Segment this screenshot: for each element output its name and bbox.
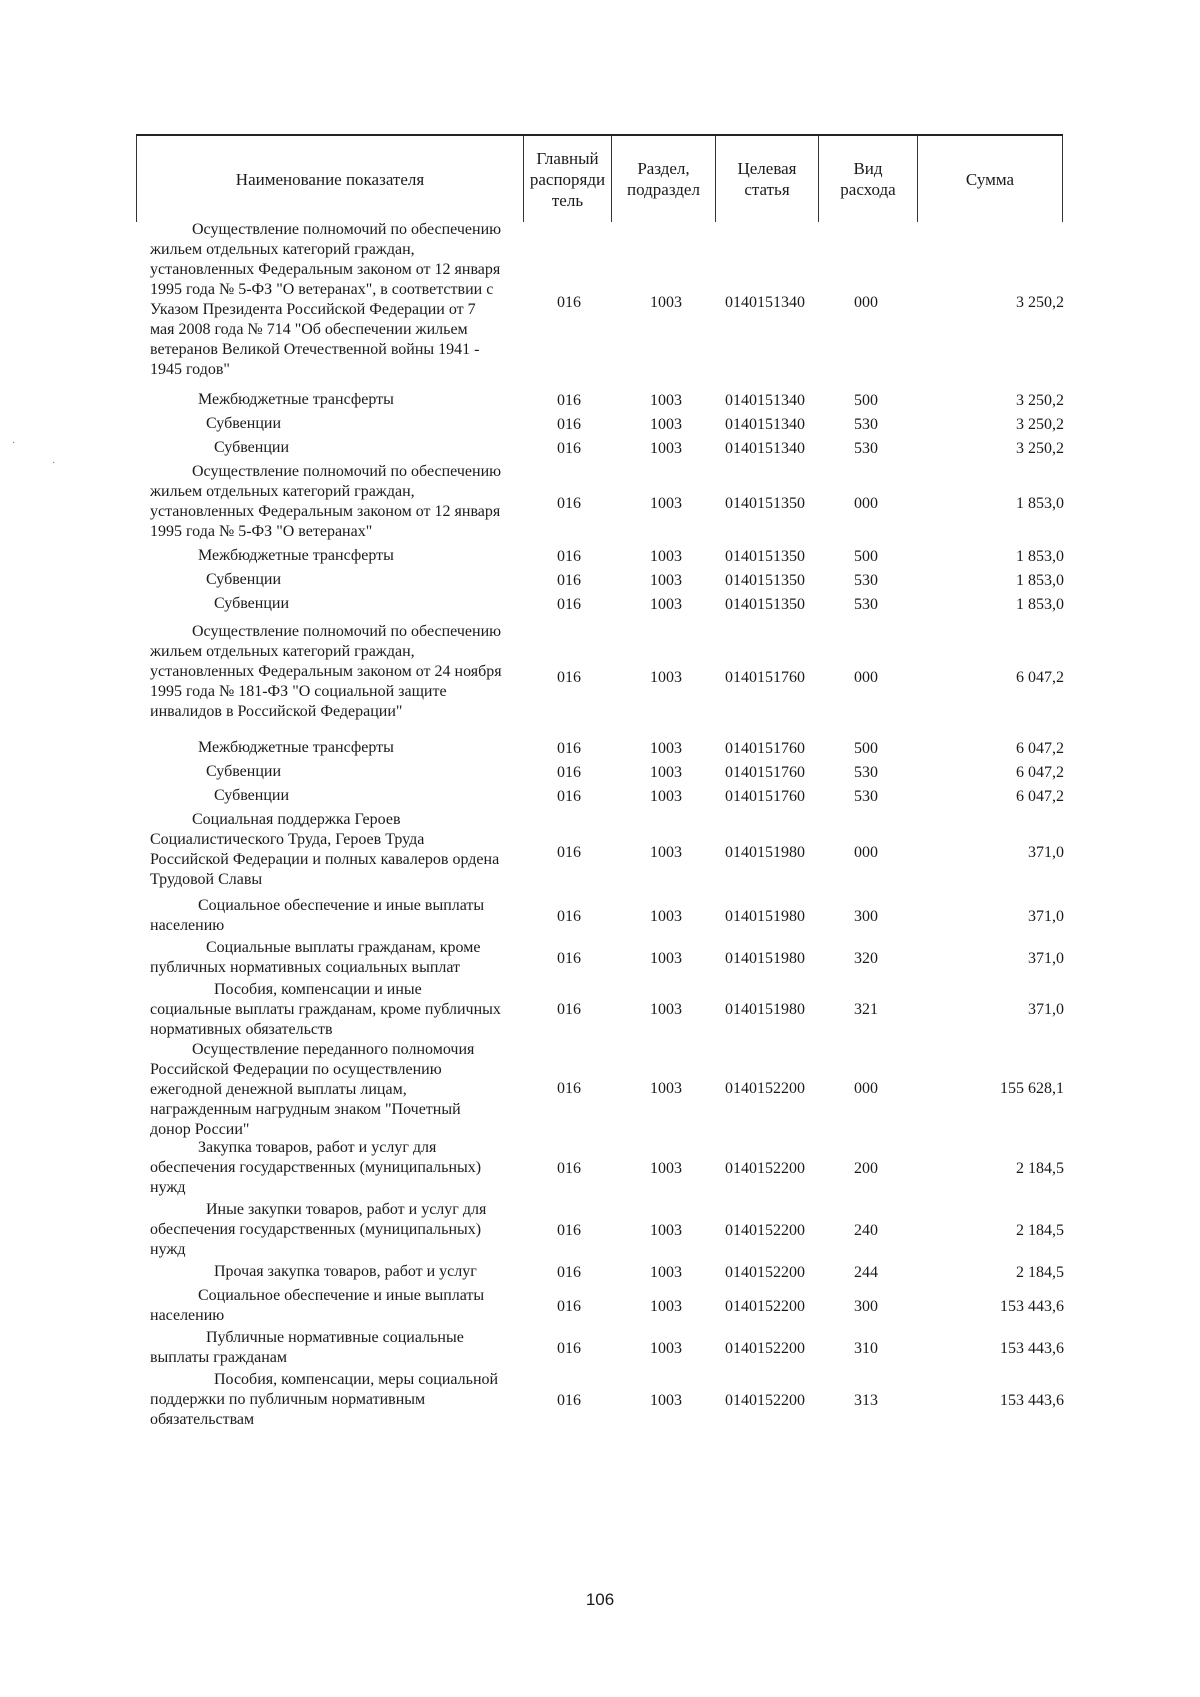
row-name-line: Пособия, компенсации и иные [214,981,422,998]
row-section: 1003 [650,1001,682,1018]
row-sum: 1 853,0 [1016,495,1064,512]
row-name [150,1286,525,1326]
row-name-line: социальные выплаты гражданам, кроме публичных [150,1001,501,1018]
row-name-line: Социалистического Труда, Героев Труда [150,831,425,848]
row-name-line: Осуществление переданного полномочия [192,1041,475,1058]
row-manager: 016 [557,950,581,967]
table-row [0,1286,1200,1328]
row-name [150,980,525,1040]
row-name-line: Межбюджетные трансферты [198,547,394,564]
row-section: 1003 [650,495,682,512]
row-expense-type: 000 [854,669,878,686]
row-name-line: Указом Президента Российской Федерации от 7 [150,301,476,318]
row-section: 1003 [650,1392,682,1409]
row-name-line: ветеранов Великой Отечественной войны 1941 - [150,341,480,358]
row-sum: 2 184,5 [1016,1222,1064,1239]
row-section: 1003 [650,548,682,565]
row-name-line: Пособия, компенсации, меры социальной [214,1371,499,1388]
table-row [0,1138,1200,1200]
row-name-line: публичных нормативных социальных выплат [150,959,461,976]
row-article: 0140151350 [725,495,805,512]
row-article: 0140151340 [725,392,805,409]
row-expense-type: 321 [854,1001,878,1018]
row-name-line: Субвенции [214,595,290,612]
table-row [0,390,1200,412]
row-name [150,390,525,410]
table-row [0,980,1200,1040]
row-name-line: Прочая закупка товаров, работ и услуг [214,1263,477,1280]
header-type-line: Вид [853,159,883,178]
row-section: 1003 [650,1160,682,1177]
row-article: 0140152200 [725,1222,805,1239]
row-name-line: награжденным нагрудным знаком "Почетный [150,1101,461,1118]
row-manager: 016 [557,440,581,457]
row-name-line: жильем отдельных категорий граждан, [150,241,415,258]
row-manager: 016 [557,1298,581,1315]
row-name-line: установленных Федеральным законом от 24 ноября [150,663,502,680]
row-manager: 016 [557,764,581,781]
row-manager: 016 [557,1392,581,1409]
row-name-line: жильем отдельных категорий граждан, [150,643,415,660]
row-manager: 016 [557,788,581,805]
row-name-line: Социальная поддержка Героев [192,811,401,828]
row-section: 1003 [650,764,682,781]
row-name [150,1040,525,1140]
row-section: 1003 [650,392,682,409]
row-expense-type: 300 [854,908,878,925]
table-row [0,570,1200,592]
row-article: 0140152200 [725,1080,805,1097]
row-expense-type: 530 [854,764,878,781]
row-section: 1003 [650,1264,682,1281]
table-row [0,1328,1200,1370]
row-section: 1003 [650,908,682,925]
row-sum: 153 443,6 [1000,1340,1064,1357]
row-sum: 2 184,5 [1016,1264,1064,1281]
row-name-line: 1995 года № 5-ФЗ "О ветеранах", в соответствии с [150,281,494,298]
row-sum: 6 047,2 [1016,740,1064,757]
row-section: 1003 [650,740,682,757]
row-name [150,810,525,890]
row-name [150,1262,525,1282]
table-row [0,810,1200,896]
row-sum: 3 250,2 [1016,440,1064,457]
row-sum: 6 047,2 [1016,764,1064,781]
row-name [150,786,525,806]
row-name-line: населению [150,1307,225,1324]
row-expense-type: 000 [854,1080,878,1097]
header-section-line: Раздел, [637,159,690,178]
row-name-line: ежегодной денежной выплаты лицам, [150,1081,407,1098]
row-manager: 016 [557,1264,581,1281]
row-name-line: жильем отдельных категорий граждан, [150,483,415,500]
row-expense-type: 240 [854,1222,878,1239]
row-manager: 016 [557,294,581,311]
row-section: 1003 [650,844,682,861]
row-name-line: 1995 года № 5-ФЗ "О ветеранах" [150,523,373,540]
row-name-line: установленных Федеральным законом от 12 января [150,503,501,520]
row-sum: 1 853,0 [1016,572,1064,589]
row-article: 0140152200 [725,1160,805,1177]
row-article: 0140151340 [725,416,805,433]
row-section: 1003 [650,416,682,433]
table-row [0,462,1200,546]
row-section: 1003 [650,669,682,686]
row-manager: 016 [557,596,581,613]
row-expense-type: 200 [854,1160,878,1177]
row-expense-type: 313 [854,1392,878,1409]
header-manager-line: тель [551,190,584,210]
table-row [0,220,1200,386]
row-name-line: Субвенции [206,763,282,780]
row-expense-type: 310 [854,1340,878,1357]
row-name [150,594,525,614]
row-name [150,1200,525,1260]
table-row [0,438,1200,460]
row-name-line: обеспечения государственных (муниципальных) [150,1221,482,1238]
row-name-line: Субвенции [214,787,290,804]
row-name-line: мая 2008 года № 714 "Об обеспечении жильем [150,321,468,338]
row-manager: 016 [557,548,581,565]
row-article: 0140151340 [725,294,805,311]
row-name-line: Субвенции [206,415,282,432]
row-name-line: Субвенции [214,439,290,456]
row-name-line: Осуществление полномочий по обеспечению [192,463,502,480]
header-manager-line: распоряди [529,169,606,189]
row-name-line: Социальные выплаты гражданам, кроме [206,939,481,956]
row-name-line: Публичные нормативные социальные [206,1329,464,1346]
row-manager: 016 [557,572,581,589]
row-name-line: нужд [150,1179,186,1196]
table-row [0,1370,1200,1432]
row-name [150,414,525,434]
row-expense-type: 300 [854,1298,878,1315]
row-name-line: поддержки по публичным нормативным [150,1391,426,1408]
row-sum: 2 184,5 [1016,1160,1064,1177]
row-manager: 016 [557,392,581,409]
row-sum: 1 853,0 [1016,548,1064,565]
row-name [150,220,525,380]
table-row [0,1040,1200,1138]
row-sum: 371,0 [1028,950,1064,967]
row-manager: 016 [557,1160,581,1177]
row-expense-type: 530 [854,572,878,589]
row-article: 0140151980 [725,950,805,967]
row-name-line: Российской Федерации и полных кавалеров ордена [150,851,500,868]
row-article: 0140152200 [725,1340,805,1357]
row-manager: 016 [557,495,581,512]
table-row [0,1200,1200,1262]
scan-artifact: · [12,438,16,449]
row-name [150,570,525,590]
row-name-line: Социальное обеспечение и иные выплаты [198,1287,485,1304]
row-sum: 6 047,2 [1016,669,1064,686]
row-expense-type: 530 [854,440,878,457]
row-manager: 016 [557,844,581,861]
row-name [150,1370,525,1430]
row-article: 0140151340 [725,440,805,457]
row-manager: 016 [557,1080,581,1097]
row-expense-type: 530 [854,416,878,433]
row-manager: 016 [557,1222,581,1239]
row-section: 1003 [650,1340,682,1357]
row-name-line: Закупка товаров, работ и услуг для [198,1139,437,1156]
table-row [0,896,1200,938]
row-article: 0140151760 [725,740,805,757]
row-name-line: нужд [150,1241,186,1258]
row-name-line: Трудовой Славы [150,871,263,888]
header-type-line: расхода [840,180,896,199]
row-expense-type: 500 [854,548,878,565]
row-sum: 153 443,6 [1000,1392,1064,1409]
row-sum: 371,0 [1028,844,1064,861]
row-sum: 1 853,0 [1016,596,1064,613]
row-section: 1003 [650,1298,682,1315]
row-article: 0140151350 [725,572,805,589]
row-section: 1003 [650,572,682,589]
row-section: 1003 [650,788,682,805]
header-section-line: подраздел [627,180,700,199]
row-name-line: донор России" [150,1121,250,1138]
table-row [0,786,1200,808]
row-manager: 016 [557,669,581,686]
row-name [150,738,525,758]
row-name [150,546,525,566]
row-name-line: 1945 годов" [150,361,230,378]
header-article-line: статья [744,180,790,199]
row-article: 0140151980 [725,1001,805,1018]
row-section: 1003 [650,1222,682,1239]
row-expense-type: 000 [854,844,878,861]
row-sum: 371,0 [1028,908,1064,925]
row-name-line: инвалидов в Российской Федерации" [150,703,403,720]
row-section: 1003 [650,294,682,311]
row-name-line: Иные закупки товаров, работ и услуг для [206,1201,487,1218]
row-sum: 3 250,2 [1016,416,1064,433]
row-section: 1003 [650,1080,682,1097]
table-row [0,938,1200,980]
row-name [150,762,525,782]
row-manager: 016 [557,1001,581,1018]
row-sum: 155 628,1 [1000,1080,1064,1097]
row-name [150,1138,525,1198]
row-expense-type: 530 [854,788,878,805]
row-name-line: нормативных обязательств [150,1021,333,1038]
table-row [0,414,1200,436]
row-article: 0140151350 [725,548,805,565]
row-article: 0140151350 [725,596,805,613]
row-name-line: Осуществление полномочий по обеспечению [192,221,502,238]
row-section: 1003 [650,596,682,613]
row-manager: 016 [557,1340,581,1357]
row-sum: 371,0 [1028,1001,1064,1018]
row-manager: 016 [557,908,581,925]
row-expense-type: 320 [854,950,878,967]
row-section: 1003 [650,950,682,967]
row-sum: 6 047,2 [1016,788,1064,805]
header-manager-line: Главный [536,148,599,168]
row-expense-type: 530 [854,596,878,613]
scan-artifact: · [52,458,56,469]
table-row [0,594,1200,616]
table-row [0,762,1200,784]
row-name-line: Российской Федерации по осуществлению [150,1061,442,1078]
row-name-line: населению [150,917,225,934]
row-name-line: обязательствам [150,1411,255,1428]
row-article: 0140152200 [725,1298,805,1315]
row-article: 0140151760 [725,788,805,805]
page-number: 106 [585,1590,615,1609]
row-manager: 016 [557,416,581,433]
row-name-line: 1995 года № 181-ФЗ "О социальной защите [150,683,447,700]
row-name-line: Межбюджетные трансферты [198,739,394,756]
row-name-line: Межбюджетные трансферты [198,391,394,408]
row-name-line: Осуществление полномочий по обеспечению [192,623,502,640]
row-name-line: установленных Федеральным законом от 12 января [150,261,501,278]
row-expense-type: 000 [854,495,878,512]
table-row [0,1262,1200,1284]
table-row [0,738,1200,760]
table-row [0,546,1200,568]
row-expense-type: 500 [854,740,878,757]
row-name-line: обеспечения государственных (муниципальных) [150,1159,482,1176]
header-sum-label: Сумма [965,169,1015,189]
row-article: 0140152200 [725,1392,805,1409]
row-name [150,438,525,458]
header-article-line: Целевая [737,159,797,178]
row-section: 1003 [650,440,682,457]
row-expense-type: 000 [854,294,878,311]
row-article: 0140151760 [725,669,805,686]
table-row [0,622,1200,734]
row-name-line: Социальное обеспечение и иные выплаты [198,897,485,914]
row-name [150,896,525,936]
row-article: 0140152200 [725,1264,805,1281]
row-expense-type: 500 [854,392,878,409]
row-sum: 3 250,2 [1016,392,1064,409]
row-name-line: Субвенции [206,571,282,588]
row-name [150,938,525,978]
row-article: 0140151980 [725,908,805,925]
row-name-line: выплаты гражданам [150,1349,288,1366]
row-sum: 3 250,2 [1016,294,1064,311]
row-name [150,1328,525,1368]
row-name [150,622,525,722]
row-expense-type: 244 [854,1264,878,1281]
row-sum: 153 443,6 [1000,1298,1064,1315]
row-article: 0140151980 [725,844,805,861]
row-article: 0140151760 [725,764,805,781]
row-name [150,462,525,542]
row-manager: 016 [557,740,581,757]
header-name-label: Наименование показателя [235,169,425,189]
